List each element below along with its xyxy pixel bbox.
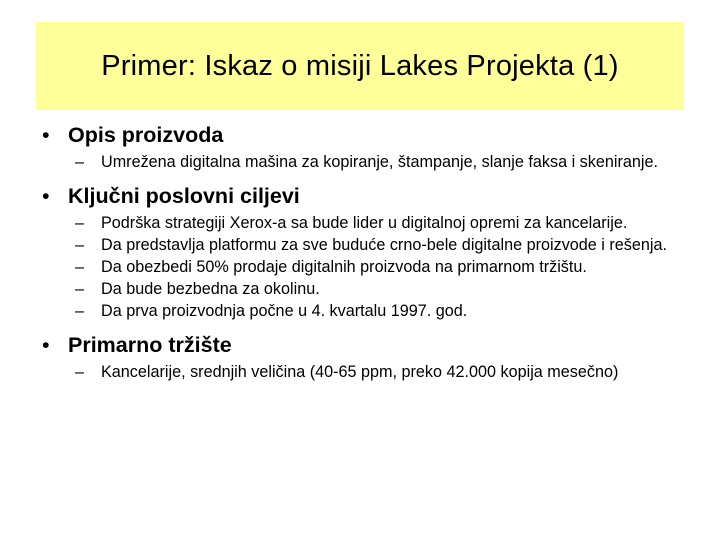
sub-item: – Podrška strategiji Xerox-a sa bude lider u digitalnoj opremi za kancelarije. bbox=[75, 214, 628, 232]
sub-list bbox=[40, 215, 690, 320]
slide-body bbox=[40, 122, 690, 393]
sub-item: – Da predstavlja platformu za sve buduće crno-bele digitalne proizvode i rešenja. bbox=[75, 236, 667, 254]
bullet-heading: Ključni poslovni ciljevi bbox=[68, 184, 300, 208]
dash-icon: – bbox=[75, 258, 85, 276]
sub-item: – Da obezbedi 50% prodaje digitalnih proizvoda na primarnom tržištu. bbox=[75, 258, 587, 276]
dash-icon: – bbox=[75, 363, 85, 381]
sub-list bbox=[40, 364, 690, 381]
sub-item: – Umrežena digitalna mašina za kopiranje, štampanje, slanje faksa i skeniranje. bbox=[75, 153, 658, 171]
slide-title: Primer: Iskaz o misiji Lakes Projekta (1) bbox=[101, 49, 619, 82]
sub-list bbox=[40, 154, 690, 171]
dash-icon: – bbox=[75, 153, 85, 171]
sub-item: – Da prva proizvodnja počne u 4. kvartalu 1997. god. bbox=[75, 302, 468, 320]
sub-item: – Da bude bezbedna za okolinu. bbox=[75, 280, 320, 298]
bullet-dot-icon: • bbox=[42, 184, 50, 208]
dash-icon: – bbox=[75, 236, 85, 254]
sub-item: – Kancelarije, srednjih veličina (40-65 ppm, preko 42.000 kopija mesečno) bbox=[75, 363, 619, 381]
dash-icon: – bbox=[75, 280, 85, 298]
bullet-heading: Opis proizvoda bbox=[68, 123, 224, 147]
bullet-dot-icon: • bbox=[42, 333, 50, 357]
bullet-dot-icon: • bbox=[42, 123, 50, 147]
bullet-primarno-trziste bbox=[40, 332, 690, 358]
bullet-heading: Primarno tržište bbox=[68, 333, 232, 357]
dash-icon: – bbox=[75, 214, 85, 232]
bullet-kljucni-poslovni-ciljevi bbox=[40, 183, 690, 209]
bullet-opis-proizvoda bbox=[40, 122, 690, 148]
dash-icon: – bbox=[75, 302, 85, 320]
title-bar bbox=[36, 22, 684, 110]
